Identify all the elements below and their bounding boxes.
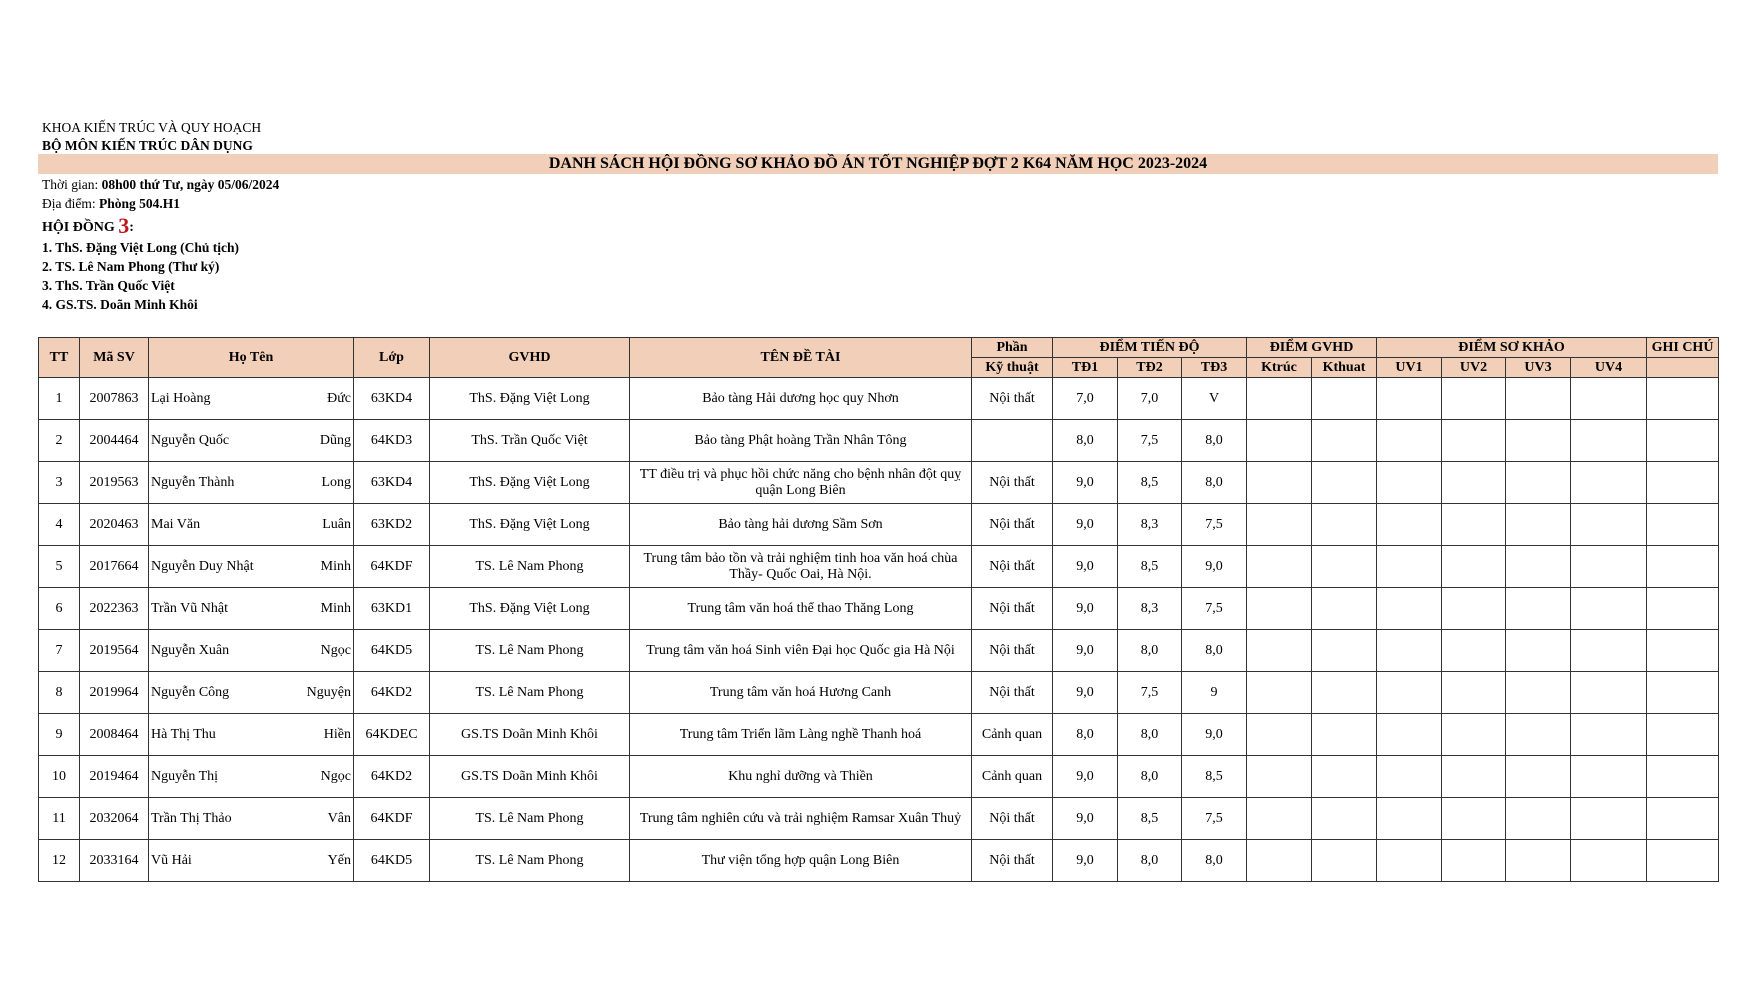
table-row <box>39 504 1719 546</box>
cell-uv4 <box>1571 630 1647 672</box>
council-member: 1. ThS. Đặng Việt Long (Chủ tịch) <box>42 240 240 255</box>
cell-de-tai: Trung tâm nghiên cứu và trải nghiệm Ramsar Xuân Thuỷ <box>630 798 972 840</box>
cell-uv1 <box>1377 462 1442 504</box>
meeting-time <box>42 177 279 193</box>
cell-ktruc <box>1247 504 1312 546</box>
cell-phan-kt: Cảnh quan <box>972 714 1053 756</box>
cell-kthuat <box>1312 798 1377 840</box>
cell-phan-kt: Nội thất <box>972 798 1053 840</box>
cell-uv2 <box>1442 630 1506 672</box>
cell-de-tai: Trung tâm văn hoá thể thao Thăng Long <box>630 588 972 630</box>
col-header-uv2: UV2 <box>1442 358 1506 378</box>
col-header-ho-ten: Họ Tên <box>149 338 354 378</box>
cell-ho-ten <box>149 546 354 588</box>
cell-td3: V <box>1182 378 1247 420</box>
cell-ten: Luân <box>322 516 351 532</box>
cell-gvhd: GS.TS Doãn Minh Khôi <box>430 714 630 756</box>
cell-ten: Nguyện <box>306 684 351 700</box>
table-body <box>39 378 1719 882</box>
cell-td1: 9,0 <box>1053 840 1118 882</box>
council-label: HỘI ĐỒNG <box>42 220 119 235</box>
cell-ten: Minh <box>320 600 351 616</box>
col-header-uv4: UV4 <box>1571 358 1647 378</box>
council-member: 3. ThS. Trần Quốc Việt <box>42 278 175 293</box>
cell-uv1 <box>1377 798 1442 840</box>
col-header-diem-tien-do: ĐIỂM TIẾN ĐỘ <box>1053 338 1247 358</box>
cell-kthuat <box>1312 756 1377 798</box>
cell-ho: Trần Vũ Nhật <box>151 600 229 616</box>
col-header-lop: Lớp <box>354 338 430 378</box>
cell-gvhd: TS. Lê Nam Phong <box>430 840 630 882</box>
cell-td3: 7,5 <box>1182 504 1247 546</box>
cell-td1: 9,0 <box>1053 546 1118 588</box>
cell-td3: 9 <box>1182 672 1247 714</box>
cell-tt: 5 <box>39 546 80 588</box>
cell-ghi-chu <box>1647 630 1719 672</box>
cell-uv4 <box>1571 714 1647 756</box>
cell-de-tai: Trung tâm văn hoá Hương Canh <box>630 672 972 714</box>
cell-uv2 <box>1442 672 1506 714</box>
cell-uv2 <box>1442 504 1506 546</box>
cell-uv3 <box>1506 840 1571 882</box>
cell-td1: 8,0 <box>1053 714 1118 756</box>
cell-td2: 8,3 <box>1118 588 1182 630</box>
cell-ghi-chu <box>1647 840 1719 882</box>
cell-phan-kt: Nội thất <box>972 462 1053 504</box>
cell-uv4 <box>1571 840 1647 882</box>
cell-ma-sv: 2019464 <box>80 756 149 798</box>
council-suffix: : <box>129 220 134 235</box>
cell-uv4 <box>1571 546 1647 588</box>
cell-td2: 8,0 <box>1118 840 1182 882</box>
cell-de-tai: Bảo tàng Hải dương học quy Nhơn <box>630 378 972 420</box>
cell-phan-kt: Nội thất <box>972 378 1053 420</box>
cell-uv2 <box>1442 546 1506 588</box>
cell-ghi-chu <box>1647 504 1719 546</box>
cell-td2: 7,5 <box>1118 672 1182 714</box>
cell-ho-ten <box>149 756 354 798</box>
cell-lop: 64KD5 <box>354 630 430 672</box>
cell-uv4 <box>1571 378 1647 420</box>
cell-ghi-chu <box>1647 756 1719 798</box>
cell-td3: 8,0 <box>1182 630 1247 672</box>
meeting-place <box>42 196 180 212</box>
col-header-td1: TĐ1 <box>1053 358 1118 378</box>
cell-ho: Mai Văn <box>151 516 201 532</box>
col-header-diem-gvhd: ĐIỂM GVHD <box>1247 338 1377 358</box>
cell-tt: 9 <box>39 714 80 756</box>
cell-gvhd: ThS. Trần Quốc Việt <box>430 420 630 462</box>
cell-uv3 <box>1506 504 1571 546</box>
cell-de-tai: TT điều trị và phục hồi chức năng cho bệnh nhân đột quỵ quận Long Biên <box>630 462 972 504</box>
col-header-gvhd: GVHD <box>430 338 630 378</box>
cell-ho-ten <box>149 714 354 756</box>
cell-td1: 9,0 <box>1053 462 1118 504</box>
cell-ma-sv: 2019563 <box>80 462 149 504</box>
cell-lop: 63KD4 <box>354 378 430 420</box>
cell-phan-kt <box>972 420 1053 462</box>
cell-lop: 64KD2 <box>354 672 430 714</box>
council-number: 3 <box>118 213 130 238</box>
table-row <box>39 756 1719 798</box>
cell-gvhd: TS. Lê Nam Phong <box>430 672 630 714</box>
cell-ho: Nguyễn Thị <box>151 768 219 784</box>
faculty-name: KHOA KIẾN TRÚC VÀ QUY HOẠCH <box>42 120 262 135</box>
cell-uv4 <box>1571 756 1647 798</box>
cell-ma-sv: 2022363 <box>80 588 149 630</box>
place-label: Địa điểm: <box>42 196 96 211</box>
cell-td1: 9,0 <box>1053 504 1118 546</box>
col-header-uv1: UV1 <box>1377 358 1442 378</box>
cell-uv1 <box>1377 672 1442 714</box>
cell-tt: 7 <box>39 630 80 672</box>
cell-uv2 <box>1442 588 1506 630</box>
cell-uv1 <box>1377 420 1442 462</box>
table-row <box>39 546 1719 588</box>
cell-td2: 7,0 <box>1118 378 1182 420</box>
cell-de-tai: Khu nghỉ dưỡng và Thiền <box>630 756 972 798</box>
cell-ghi-chu <box>1647 588 1719 630</box>
cell-kthuat <box>1312 840 1377 882</box>
cell-tt: 11 <box>39 798 80 840</box>
table-row <box>39 630 1719 672</box>
cell-td3: 9,0 <box>1182 714 1247 756</box>
col-header-td3: TĐ3 <box>1182 358 1247 378</box>
cell-td3: 8,0 <box>1182 420 1247 462</box>
cell-ma-sv: 2004464 <box>80 420 149 462</box>
cell-ho: Vũ Hải <box>151 852 192 868</box>
cell-lop: 64KDEC <box>354 714 430 756</box>
cell-ho: Nguyễn Duy Nhật <box>151 558 254 574</box>
cell-td2: 8,5 <box>1118 798 1182 840</box>
cell-td3: 8,0 <box>1182 462 1247 504</box>
cell-td3: 8,5 <box>1182 756 1247 798</box>
cell-ma-sv: 2019564 <box>80 630 149 672</box>
cell-de-tai: Trung tâm Triển lãm Làng nghề Thanh hoá <box>630 714 972 756</box>
cell-tt: 4 <box>39 504 80 546</box>
cell-kthuat <box>1312 630 1377 672</box>
cell-ho: Nguyễn Quốc <box>151 432 230 448</box>
cell-td3: 8,0 <box>1182 840 1247 882</box>
cell-tt: 2 <box>39 420 80 462</box>
cell-lop: 64KD5 <box>354 840 430 882</box>
cell-ho-ten <box>149 672 354 714</box>
cell-phan-kt: Nội thất <box>972 504 1053 546</box>
cell-ma-sv: 2019964 <box>80 672 149 714</box>
cell-ten: Ngọc <box>320 642 351 658</box>
cell-uv3 <box>1506 672 1571 714</box>
cell-ktruc <box>1247 840 1312 882</box>
cell-ten: Yến <box>327 852 351 868</box>
cell-ho: Nguyễn Công <box>151 684 230 700</box>
cell-uv2 <box>1442 798 1506 840</box>
department-name: BỘ MÔN KIẾN TRÚC DÂN DỤNG <box>42 138 253 153</box>
cell-td2: 8,5 <box>1118 462 1182 504</box>
cell-tt: 6 <box>39 588 80 630</box>
cell-ho-ten <box>149 798 354 840</box>
cell-ma-sv: 2020463 <box>80 504 149 546</box>
cell-uv1 <box>1377 588 1442 630</box>
cell-ho-ten <box>149 840 354 882</box>
cell-ma-sv: 2008464 <box>80 714 149 756</box>
cell-lop: 64KDF <box>354 546 430 588</box>
cell-ktruc <box>1247 546 1312 588</box>
cell-td1: 9,0 <box>1053 630 1118 672</box>
cell-uv1 <box>1377 756 1442 798</box>
col-header-phan: Phần <box>972 338 1053 358</box>
cell-uv2 <box>1442 840 1506 882</box>
cell-td2: 7,5 <box>1118 420 1182 462</box>
cell-td3: 7,5 <box>1182 588 1247 630</box>
cell-lop: 64KDF <box>354 798 430 840</box>
cell-uv4 <box>1571 504 1647 546</box>
cell-uv1 <box>1377 546 1442 588</box>
table-row <box>39 588 1719 630</box>
cell-uv3 <box>1506 378 1571 420</box>
cell-kthuat <box>1312 420 1377 462</box>
cell-uv1 <box>1377 630 1442 672</box>
cell-lop: 63KD4 <box>354 462 430 504</box>
cell-ten: Minh <box>320 558 351 574</box>
cell-uv4 <box>1571 588 1647 630</box>
cell-ho: Nguyễn Xuân <box>151 642 230 658</box>
cell-uv2 <box>1442 462 1506 504</box>
col-header-td2: TĐ2 <box>1118 358 1182 378</box>
council-member: 4. GS.TS. Doãn Minh Khôi <box>42 297 198 312</box>
cell-gvhd: TS. Lê Nam Phong <box>430 546 630 588</box>
cell-de-tai: Trung tâm văn hoá Sinh viên Đại học Quốc gia Hà Nội <box>630 630 972 672</box>
cell-kthuat <box>1312 588 1377 630</box>
cell-ktruc <box>1247 588 1312 630</box>
cell-ktruc <box>1247 462 1312 504</box>
cell-ktruc <box>1247 798 1312 840</box>
cell-kthuat <box>1312 504 1377 546</box>
cell-ten: Đức <box>327 390 351 406</box>
cell-td2: 8,5 <box>1118 546 1182 588</box>
cell-tt: 12 <box>39 840 80 882</box>
col-header-ghi-chu: GHI CHÚ <box>1647 338 1719 358</box>
cell-kthuat <box>1312 378 1377 420</box>
cell-td2: 8,0 <box>1118 714 1182 756</box>
cell-kthuat <box>1312 714 1377 756</box>
cell-ma-sv: 2007863 <box>80 378 149 420</box>
cell-ma-sv: 2033164 <box>80 840 149 882</box>
cell-kthuat <box>1312 672 1377 714</box>
cell-de-tai: Bảo tàng hải dương Sầm Sơn <box>630 504 972 546</box>
time-value: 08h00 thứ Tư, ngày 05/06/2024 <box>98 177 280 192</box>
cell-ho-ten <box>149 588 354 630</box>
cell-ho-ten <box>149 504 354 546</box>
time-label: Thời gian: <box>42 177 99 192</box>
cell-uv4 <box>1571 420 1647 462</box>
cell-phan-kt: Cảnh quan <box>972 756 1053 798</box>
table-row <box>39 420 1719 462</box>
cell-phan-kt: Nội thất <box>972 588 1053 630</box>
col-header-kthuat: Kthuat <box>1312 358 1377 378</box>
cell-de-tai: Bảo tàng Phật hoàng Trần Nhân Tông <box>630 420 972 462</box>
cell-lop: 63KD1 <box>354 588 430 630</box>
cell-gvhd: TS. Lê Nam Phong <box>430 630 630 672</box>
cell-lop: 64KD2 <box>354 756 430 798</box>
student-table <box>38 337 1719 882</box>
cell-td1: 9,0 <box>1053 588 1118 630</box>
cell-uv3 <box>1506 714 1571 756</box>
cell-ktruc <box>1247 378 1312 420</box>
cell-phan-kt: Nội thất <box>972 546 1053 588</box>
cell-ho: Lại Hoàng <box>151 390 211 406</box>
cell-de-tai: Trung tâm bảo tồn và trải nghiệm tinh hoa văn hoá chùa Thầy- Quốc Oai, Hà Nội. <box>630 546 972 588</box>
cell-ktruc <box>1247 672 1312 714</box>
cell-ktruc <box>1247 756 1312 798</box>
cell-ktruc <box>1247 714 1312 756</box>
col-header-uv3: UV3 <box>1506 358 1571 378</box>
cell-ten: Dũng <box>319 432 351 448</box>
cell-uv3 <box>1506 798 1571 840</box>
cell-uv2 <box>1442 420 1506 462</box>
cell-ten: Long <box>321 474 351 490</box>
cell-uv1 <box>1377 504 1442 546</box>
col-header-ma-sv: Mã SV <box>80 338 149 378</box>
table-row <box>39 462 1719 504</box>
council-heading <box>42 213 134 238</box>
cell-uv3 <box>1506 462 1571 504</box>
cell-lop: 63KD2 <box>354 504 430 546</box>
cell-uv2 <box>1442 714 1506 756</box>
table-row <box>39 378 1719 420</box>
cell-kthuat <box>1312 462 1377 504</box>
cell-uv3 <box>1506 420 1571 462</box>
cell-ten: Hiền <box>323 726 351 742</box>
cell-td2: 8,0 <box>1118 756 1182 798</box>
cell-td2: 8,0 <box>1118 630 1182 672</box>
cell-td1: 9,0 <box>1053 756 1118 798</box>
cell-kthuat <box>1312 546 1377 588</box>
col-header-ten-de-tai: TÊN ĐỀ TÀI <box>630 338 972 378</box>
document-title: DANH SÁCH HỘI ĐỒNG SƠ KHẢO ĐỒ ÁN TỐT NGHIỆP ĐỢT 2 K64 NĂM HỌC 2023-2024 <box>38 154 1718 174</box>
cell-gvhd: ThS. Đặng Việt Long <box>430 504 630 546</box>
cell-ho-ten <box>149 462 354 504</box>
col-header-ky-thuat: Kỹ thuật <box>972 358 1053 378</box>
cell-ktruc <box>1247 420 1312 462</box>
cell-uv4 <box>1571 672 1647 714</box>
cell-uv4 <box>1571 798 1647 840</box>
table-row <box>39 714 1719 756</box>
cell-td1: 8,0 <box>1053 420 1118 462</box>
cell-td2: 8,3 <box>1118 504 1182 546</box>
cell-uv3 <box>1506 756 1571 798</box>
council-member: 2. TS. Lê Nam Phong (Thư ký) <box>42 259 220 274</box>
cell-phan-kt: Nội thất <box>972 840 1053 882</box>
cell-uv2 <box>1442 756 1506 798</box>
col-header-ghi-chu-blank <box>1647 358 1719 378</box>
cell-gvhd: ThS. Đặng Việt Long <box>430 462 630 504</box>
table-row <box>39 840 1719 882</box>
cell-de-tai: Thư viện tổng hợp quận Long Biên <box>630 840 972 882</box>
cell-ho-ten <box>149 420 354 462</box>
cell-tt: 10 <box>39 756 80 798</box>
cell-ho-ten <box>149 630 354 672</box>
cell-ghi-chu <box>1647 714 1719 756</box>
cell-tt: 8 <box>39 672 80 714</box>
cell-ten: Ngọc <box>320 768 351 784</box>
cell-ghi-chu <box>1647 420 1719 462</box>
cell-lop: 64KD3 <box>354 420 430 462</box>
cell-uv3 <box>1506 630 1571 672</box>
cell-uv4 <box>1571 462 1647 504</box>
cell-ho: Trần Thị Thảo <box>151 810 232 826</box>
cell-td1: 9,0 <box>1053 672 1118 714</box>
cell-ghi-chu <box>1647 546 1719 588</box>
cell-td3: 9,0 <box>1182 546 1247 588</box>
cell-gvhd: TS. Lê Nam Phong <box>430 798 630 840</box>
cell-ghi-chu <box>1647 462 1719 504</box>
cell-ten: Vân <box>327 810 351 826</box>
cell-uv2 <box>1442 378 1506 420</box>
place-value: Phòng 504.H1 <box>95 196 181 211</box>
cell-phan-kt: Nội thất <box>972 672 1053 714</box>
cell-uv3 <box>1506 588 1571 630</box>
cell-td3: 7,5 <box>1182 798 1247 840</box>
cell-tt: 3 <box>39 462 80 504</box>
cell-ghi-chu <box>1647 798 1719 840</box>
cell-ho: Nguyễn Thành <box>151 474 235 490</box>
table-row <box>39 672 1719 714</box>
cell-ma-sv: 2017664 <box>80 546 149 588</box>
cell-td1: 7,0 <box>1053 378 1118 420</box>
cell-uv1 <box>1377 840 1442 882</box>
col-header-tt: TT <box>39 338 80 378</box>
cell-tt: 1 <box>39 378 80 420</box>
cell-ho-ten <box>149 378 354 420</box>
cell-ktruc <box>1247 630 1312 672</box>
cell-ghi-chu <box>1647 378 1719 420</box>
cell-ho: Hà Thị Thu <box>151 726 216 742</box>
cell-uv1 <box>1377 378 1442 420</box>
cell-gvhd: ThS. Đặng Việt Long <box>430 588 630 630</box>
cell-gvhd: GS.TS Doãn Minh Khôi <box>430 756 630 798</box>
col-header-diem-so-khao: ĐIỂM SƠ KHẢO <box>1377 338 1647 358</box>
cell-td1: 9,0 <box>1053 798 1118 840</box>
table-row <box>39 798 1719 840</box>
cell-gvhd: ThS. Đặng Việt Long <box>430 378 630 420</box>
cell-uv3 <box>1506 546 1571 588</box>
cell-uv1 <box>1377 714 1442 756</box>
col-header-ktruc: Ktrúc <box>1247 358 1312 378</box>
cell-phan-kt: Nội thất <box>972 630 1053 672</box>
cell-ghi-chu <box>1647 672 1719 714</box>
cell-ma-sv: 2032064 <box>80 798 149 840</box>
